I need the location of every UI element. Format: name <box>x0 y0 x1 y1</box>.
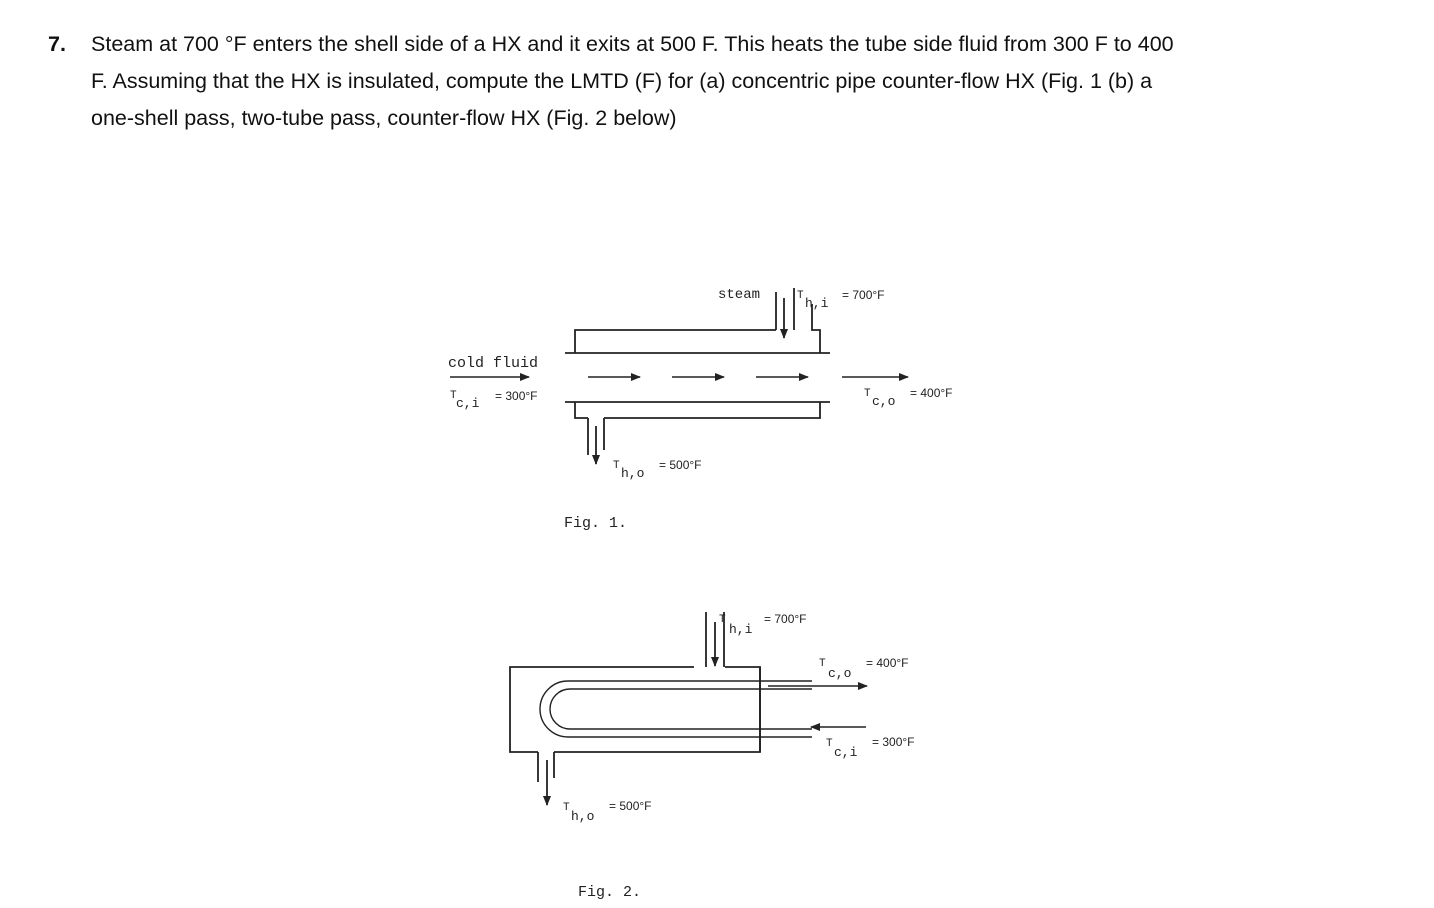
figure-2-diagram <box>510 612 915 901</box>
svg-text:h,i: h,i <box>805 296 829 311</box>
svg-text:c,i: c,i <box>456 396 480 411</box>
svg-text:= 700°F: = 700°F <box>842 288 885 302</box>
svg-text:c,o: c,o <box>828 666 852 681</box>
svg-text:= 300°F: = 300°F <box>872 735 915 749</box>
fig2-shell <box>510 667 760 752</box>
svg-text:= 500°F: = 500°F <box>659 458 702 472</box>
svg-text:h,o: h,o <box>621 466 645 481</box>
fig1-tc-in-label <box>450 389 538 411</box>
svg-text:= 400°F: = 400°F <box>866 656 909 670</box>
svg-text:T: T <box>797 290 804 302</box>
svg-text:T: T <box>450 390 457 402</box>
svg-text:h,o: h,o <box>571 809 595 824</box>
svg-text:= 700°F: = 700°F <box>764 612 807 626</box>
fig1-steam-label: steam <box>718 287 761 303</box>
svg-text:= 300°F: = 300°F <box>495 389 538 403</box>
fig2-tc-out-label <box>819 656 909 681</box>
fig2-caption: Fig. 2. <box>578 884 642 901</box>
svg-text:T: T <box>826 738 833 750</box>
fig2-tc-in-label <box>826 735 915 760</box>
svg-text:= 400°F: = 400°F <box>910 386 953 400</box>
figure-1-diagram <box>448 287 953 532</box>
fig1-tc-out-label <box>864 386 953 409</box>
fig1-shell-bottom <box>575 402 820 418</box>
question-line-1: Steam at 700 °F enters the shell side of a HX and it exits at 500 F. This heats the tube side fluid from 300 F to 400 <box>91 32 1174 56</box>
fig2-u-tube-inner <box>550 689 812 729</box>
svg-text:T: T <box>819 658 826 670</box>
question-number: 7. <box>48 32 66 56</box>
svg-text:= 500°F: = 500°F <box>609 799 652 813</box>
svg-text:T: T <box>563 802 570 814</box>
fig2-th-in-label <box>719 612 807 637</box>
fig2-th-out-label <box>563 799 652 824</box>
fig1-caption: Fig. 1. <box>564 515 628 532</box>
question-line-2: F. Assuming that the HX is insulated, compute the LMTD (F) for (a) concentric pipe counter-flow HX (Fig. 1 (b) a <box>91 69 1153 93</box>
question-line-3: one-shell pass, two-tube pass, counter-flow HX (Fig. 2 below) <box>91 106 677 130</box>
svg-text:T: T <box>613 460 620 472</box>
svg-text:T: T <box>719 614 726 626</box>
svg-text:c,i: c,i <box>834 745 858 760</box>
svg-text:T: T <box>864 388 871 400</box>
svg-text:h,i: h,i <box>729 622 753 637</box>
fig1-th-out-label <box>613 458 702 481</box>
fig1-th-in-label <box>797 288 885 311</box>
fig1-cold-fluid-label: cold fluid <box>448 355 539 372</box>
svg-text:c,o: c,o <box>872 394 896 409</box>
